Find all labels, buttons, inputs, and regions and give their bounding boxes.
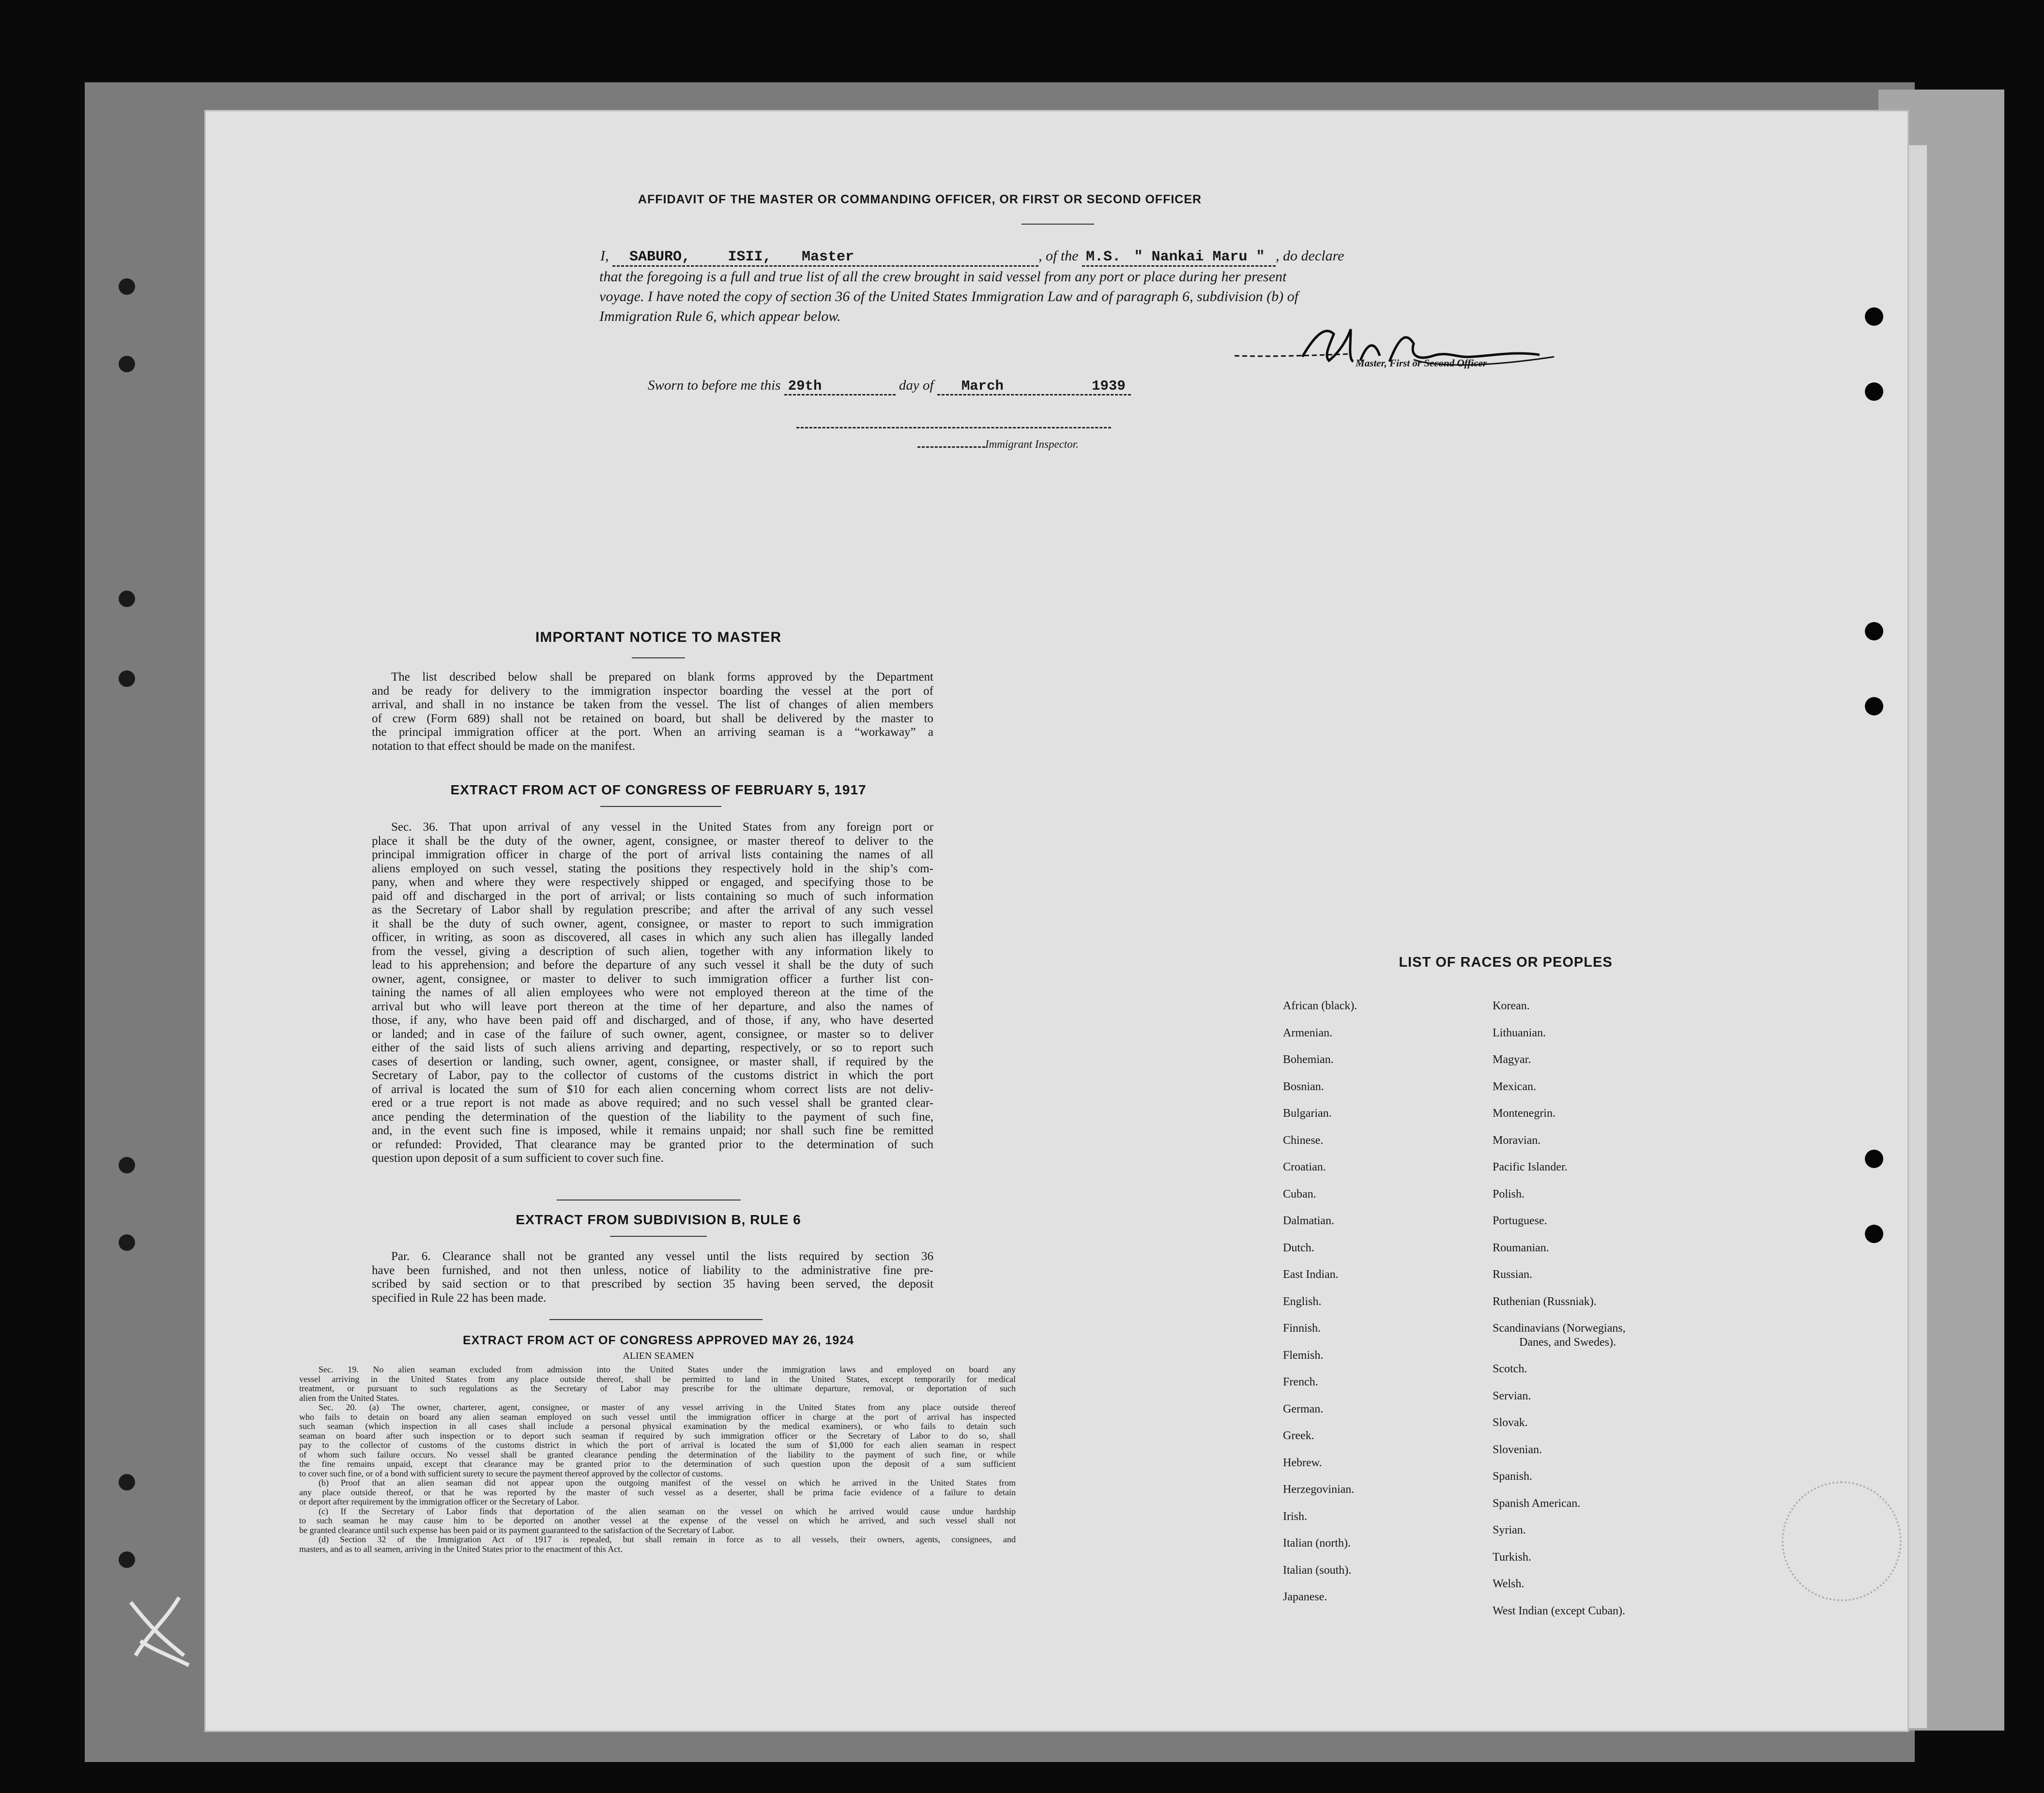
race-item-left: French. [1283,1376,1318,1388]
act1917-line: aliens employed on such vessel, stating the positions they respectively hold in the ship’s com- [372,862,933,875]
name-field [612,248,1038,267]
sworn-text: Sworn to before me this [648,378,781,393]
notice-title: IMPORTANT NOTICE TO MASTER [535,629,782,645]
act1917-line: cases of desertion or landing, such owner, agent, consignee, or master shall, if required by the [372,1055,933,1068]
act1924-subtitle: ALIEN SEAMEN [623,1351,694,1361]
race-item-right: West Indian (except Cuban). [1493,1604,1625,1617]
race-item-left: Croatian. [1283,1161,1326,1173]
left-hole-8 [119,1551,135,1568]
race-item-left: Dalmatian. [1283,1215,1334,1227]
act1924-line: who fails to detain on board any alien seaman employed on such vessel until the immigration officer in charge at the port of arrival has inspected [299,1412,1016,1422]
notice-line: the principal immigration officer at the port. When an arriving seaman is a “workaway” a [372,726,933,739]
race-item-right: Roumanian. [1493,1241,1549,1254]
day-field [784,378,896,395]
race-item-left: Bohemian. [1283,1053,1334,1066]
act1924-line: any place outside thereof, or that he was reported by the master of such vessel as a deserter, shall be prima facie evidence of a failure to detain [299,1487,1016,1497]
act1924-line: seaman on board after such inspection or to deport such seaman if required by such immigration officer or the Secretary of Labor to do so, shall [299,1430,1016,1441]
notice-line: notation to that effect should be made on the manifest. [372,739,635,753]
race-item-right: Turkish. [1493,1550,1531,1564]
race-item-left: Chinese. [1283,1134,1324,1147]
act1924-top-rule [549,1319,763,1320]
vessel-name: " Nankai Maru " [1134,249,1265,265]
race-item-right: Slovenian. [1493,1443,1542,1456]
do-declare-text: , do declare [1276,248,1344,264]
race-item-right: Syrian. [1493,1524,1526,1536]
act1917-line: as the Secretary of Labor shall by regulation prescribe; and after the arrival of any such vessel [372,903,933,916]
act1917-body [372,821,933,1166]
act1924-line: or deport after requirement by the immigration officer or the Secretary of Labor. [299,1497,579,1506]
race-item-left: Japanese. [1283,1591,1327,1603]
act1917-line: and, in the event such fine is imposed, while it remains unpaid; nor shall such fine be remitted [372,1124,933,1137]
left-hole-5 [119,1157,135,1173]
affidavit-title: AFFIDAVIT OF THE MASTER OR COMMANDING OFFICER, OR FIRST OR SECOND OFFICER [638,193,1202,206]
race-item-right: Polish. [1493,1187,1525,1200]
rule6-line: have been furnished, and not then unless, notice of liability to the administrative fine pre- [372,1263,933,1277]
race-item-right: Russian. [1493,1268,1533,1281]
day-value: 29th [788,378,822,394]
act1924-line: of whom such failure occurs. No vessel shall be granted clearance pending the determination of the liability to the payment of such fine, or while [299,1449,1016,1459]
right-hole-1 [1865,307,1883,326]
right-hole-5 [1865,1150,1883,1168]
notice-body [372,670,933,753]
race-item-left: Greek. [1283,1429,1314,1442]
act1917-line: owner, agent, consignee, or master to deliver to such immigration officer a further list con- [372,972,933,986]
affidavit-line-1 [600,248,1569,267]
name-first: SABURO, [629,249,691,265]
act1917-line: those, if any, who have been paid off and discharged, and of those, if any, who have deserted [372,1014,933,1027]
act1924-body [299,1365,1016,1554]
act1924-line: (d) Section 32 of the Immigration Act of 1917 is repealed, but shall remain in force as to all vessels, their owners, agents, consignees, and [319,1535,1016,1544]
act1917-line: paid off and discharged in the port of arrival; or lists containing so much of such information [372,889,933,903]
act1917-line: Secretary of Labor, pay to the collector of customs of the customs district in which the port [372,1069,933,1082]
race-item-right: Moravian. [1493,1134,1541,1147]
race-item-right: Scotch. [1493,1363,1527,1375]
vessel-field [1082,248,1276,267]
race-item-left: Bulgarian. [1283,1107,1332,1120]
act1917-title: EXTRACT FROM ACT OF CONGRESS OF FEBRUARY 5, 1917 [450,782,867,797]
race-item-left: Italian (north). [1283,1537,1351,1550]
race-item-right: Danes, and Swedes). [1519,1336,1616,1349]
race-item-left: Dutch. [1283,1241,1314,1254]
act1917-line: arrival but who will leave port thereon at the time of her departure, and also the names of [372,1000,933,1013]
month-field [937,378,1131,395]
race-item-left: Italian (south). [1283,1564,1352,1577]
customs-stamp [1782,1481,1902,1601]
day-of-text: day of [899,378,934,393]
race-item-right: Servian. [1493,1389,1531,1402]
right-hole-6 [1865,1225,1883,1243]
left-hole-3 [119,591,135,607]
race-item-right: Montenegrin. [1493,1107,1556,1120]
races-title: LIST OF RACES OR PEOPLES [1399,955,1613,970]
rule6-line: scribed by said section or to that prescribed by section 35 having been served, the deposit [372,1277,933,1291]
act1924-line: (b) Proof that an alien seaman did not appear upon the outgoing manifest of the vessel on which he arrived in the United States from [319,1478,1016,1488]
act1924-line: masters, and as to all seamen, arriving in the United States prior to the enactment of this Act. [299,1544,623,1554]
vessel-type: M.S. [1086,249,1121,265]
act1917-line: of arrival is located the sum of $10 for each alien concerning whom correct lists are not deliv- [372,1082,933,1096]
affidavit-title-rule [1022,224,1094,225]
act1924-title: EXTRACT FROM ACT OF CONGRESS APPROVED MAY 26, 1924 [462,1334,854,1347]
act1924-line: treatment, or pursuant to such regulations as the Secretary of Labor may prescribe for the ultimate departure, removal, or deportation of such [299,1383,1016,1393]
right-hole-4 [1865,697,1883,715]
race-item-left: Bosnian. [1283,1080,1324,1093]
act1917-line: taining the names of all alien employees who were not employed thereon at the time of the [372,986,933,999]
race-item-left: Irish. [1283,1510,1307,1523]
race-item-right: Korean. [1493,1000,1530,1012]
race-item-left: German. [1283,1402,1324,1415]
affidavit-line-2: that the foregoing is a full and true list of all the crew brought in said vessel from any port or place during her present [599,269,1287,285]
race-item-left: Herzegovinian. [1283,1483,1355,1496]
notice-line: of crew (Form 689) shall not be retained on board, but shall be delivered by the master to [372,712,933,725]
act1924-line: vessel arriving in the United States from any place outside thereof, shall be permitted to land in the United States, except temporarily for medical [299,1374,1016,1384]
act1917-title-rule [600,806,721,807]
margin-scribble [121,1583,198,1670]
signature-caption: Master, First or Second Officer [1356,357,1487,369]
right-hole-3 [1865,622,1883,640]
race-item-left: Armenian. [1283,1026,1332,1039]
act1917-line: question upon deposit of a sum sufficient to cover such fine. [372,1152,664,1165]
month-value: March [961,378,1004,394]
notice-title-rule [632,657,685,658]
race-item-right: Scandinavians (Norwegians, [1493,1322,1626,1335]
inspector-signature-line [796,427,1111,428]
act1917-line: Sec. 36. That upon arrival of any vessel in the United States from any foreign port or [391,821,933,834]
race-item-left: Hebrew. [1283,1456,1322,1469]
affidavit-line-4: Immigration Rule 6, which appear below. [599,308,841,324]
notice-line: arrival, and shall in no instance be taken from the vessel. The list of changes of alien members [372,698,933,711]
race-item-right: Ruthenian (Russniak). [1493,1295,1597,1308]
inspector-caption: Immigrant Inspector. [985,438,1079,450]
race-item-right: Slovak. [1493,1416,1528,1429]
notice-line: and be ready for delivery to the immigration inspector boarding the vessel at the port of [372,684,933,698]
left-hole-6 [119,1234,135,1251]
race-item-left: English. [1283,1295,1322,1308]
act1917-line: either of the said lists of such aliens arriving and departing, respectively, or so to report such [372,1041,933,1054]
act1924-line: be granted clearance until such expense has been paid or its payment guaranteed to the satisfaction of the Secretary of Labor. [299,1525,735,1535]
rule6-title: EXTRACT FROM SUBDIVISION B, RULE 6 [516,1212,801,1227]
act1924-line: to cover such fine, or of a bond with sufficient surety to secure the payment thereof approved by the collector of customs. [299,1468,723,1478]
act1917-line: ered or a true report is not made as above required; and no such vessel shall be granted clear- [372,1096,933,1109]
act1917-line: or refunded: Provided, That clearance may be granted prior to the determination of such [372,1138,933,1151]
rule6-title-rule [610,1236,707,1237]
act1917-line: from the vessel, giving a description of such alien, together with any information likely to [372,944,933,958]
race-item-right: Mexican. [1493,1080,1536,1093]
back-sheet-right-edge [1907,145,1927,1728]
inspector-dash [917,446,985,448]
act1917-line: principal immigration officer in charge of the port of arrival lists containing the names of all [372,848,933,861]
act1924-line: pay to the collector of customs of the customs district in which the port of arrival is located the sum of $1,000 for each alien seaman in respect [299,1440,1016,1450]
name-last: ISII, [728,249,772,265]
act1917-line: officer, in writing, as soon as discovered, all cases in which any such alien has illegally landed [372,931,933,944]
act1924-line: the fine remains unpaid, except that clearance may be granted prior to the determination of such question upon the deposit of a sum sufficient [299,1459,1016,1469]
race-item-right: Pacific Islander. [1493,1161,1568,1173]
race-item-left: African (black). [1283,1000,1358,1012]
race-item-right: Portuguese. [1493,1215,1547,1227]
race-item-right: Spanish American. [1493,1497,1581,1510]
act1924-line: alien from the United States. [299,1393,399,1403]
rule6-body [372,1250,933,1305]
act1924-line: such seaman (which inspection in all cases shall include a personal physical examination by the medical examiners), or who fails to detain such [299,1421,1016,1431]
rank: Master [802,249,854,265]
race-item-left: Flemish. [1283,1349,1324,1362]
race-item-left: Finnish. [1283,1322,1321,1335]
right-hole-2 [1865,382,1883,401]
act1917-line: lead to his apprehension; and before the departure of any such vessel it shall be the duty of such [372,958,933,972]
left-hole-4 [119,670,135,687]
act1924-line: Sec. 20. (a) The owner, charterer, agent, consignee, or master of any vessel arriving in the United States from any place outside thereof [319,1402,1016,1412]
affidavit-line-3: voyage. I have noted the copy of section 36 of the United States Immigration Law and of paragraph 6, subdivision (b) of [599,289,1298,304]
race-item-right: Lithuanian. [1493,1026,1546,1039]
affidavit-i: I, [600,248,609,264]
act1924-line: (c) If the Secretary of Labor finds that deportation of the alien seaman on the vessel on which he arrived would cause undue hardship [319,1506,1016,1516]
act1924-line: Sec. 19. No alien seaman excluded from admission into the United States under the immigration laws and employed on board any [319,1365,1016,1374]
inspector-line [917,438,1079,451]
act1917-line: ance pending the determination of the question of the liability to the payment of such fine, [372,1110,933,1124]
rule6-line: Par. 6. Clearance shall not be granted any vessel until the lists required by section 36 [391,1250,933,1263]
sworn-line [648,378,1131,395]
notice-line: The list described below shall be prepared on blank forms approved by the Department [391,670,933,684]
year-value: 1939 [1092,378,1126,394]
race-item-right: Spanish. [1493,1470,1533,1483]
race-item-right: Magyar. [1493,1053,1531,1066]
race-item-left: Cuban. [1283,1187,1316,1200]
act1924-line: to such seaman he may cause him to be deported on another vessel at the expense of the vessel on which he arrived, and such vessel shall not [299,1516,1016,1525]
race-item-right: Welsh. [1493,1578,1525,1590]
rule6-line: specified in Rule 22 has been made. [372,1291,547,1305]
act1917-line: or landed; and in case of the failure of such owner, agent, consignee, or master so to deliver [372,1027,933,1041]
act1917-line: place it shall be the duty of the owner, agent, consignee, or master thereof to deliver to the [372,834,933,848]
act1917-line: pany, when and where they were respectively shipped or engaged, and specifying those to be [372,876,933,889]
act1917-line: it shall be the duty of such owner, agent, consignee, or master to report to such immigration [372,917,933,930]
race-item-left: East Indian. [1283,1268,1339,1281]
of-the-text: , of the [1038,248,1079,264]
left-hole-1 [119,278,135,295]
left-hole-2 [119,356,135,372]
left-hole-7 [119,1474,135,1490]
